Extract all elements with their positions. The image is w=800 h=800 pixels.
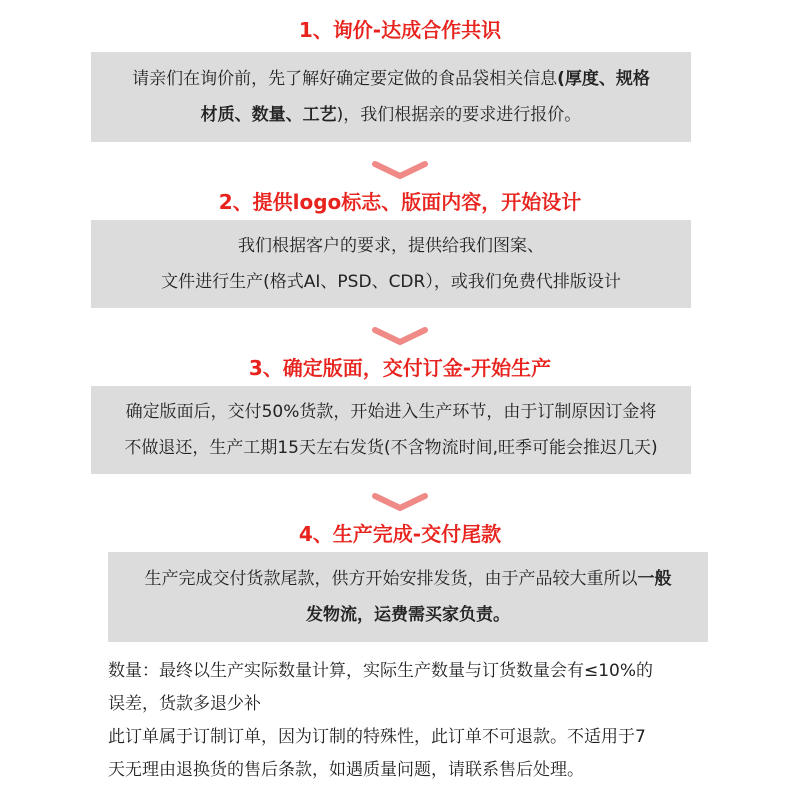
step-1-title: 1、询价-达成合作共识 [298,18,502,42]
notes-line: 天无理由退换货的售后条款，如遇质量问题，请联系售后处理。 [108,760,584,780]
step-4-line-1 [108,561,708,597]
notes-section [108,655,768,787]
step-2-description [91,220,691,308]
step-2-line-1: 我们根据客户的要求，提供给我们图案、 [238,236,544,256]
chevron-down-icon [371,160,429,180]
step-2-title: 2、提供logo标志、版面内容，开始设计 [218,190,582,214]
step-1-text: 请亲们在询价前，先了解好确定要定做的食品袋相关信息 [132,69,558,89]
step-1-bold-text: (厚度、规格 [557,69,650,89]
step-4-line-2: 发物流，运费需买家负责。 [306,605,510,625]
notes-line: 此订单属于订制订单，因为订制的特殊性，此订单不可退款。不适用于7 [108,727,646,747]
chevron-down-icon [371,492,429,512]
step-1-line-1 [91,61,691,97]
step-3-line-1: 确定版面后，交付50%货款，开始进入生产环节，由于订制原因订金将 [125,402,657,422]
step-4-text: 生产完成交付货款尾款，供方开始安排发货，由于产品较大重所以 [144,569,638,589]
step-4-description [108,552,708,642]
step-1-text: )，我们根据亲的要求进行报价。 [336,105,582,125]
notes-line: 数量：最终以生产实际数量计算，实际生产数量与订货数量会有≤10%的 [108,661,654,681]
step-2-line-2: 文件进行生产(格式AI、PSD、CDR），或我们免费代排版设计 [161,272,621,292]
step-3-line-2: 不做退还，生产工期15天左右发货(不含物流时间,旺季可能会推迟几天) [124,438,658,458]
step-1-description [91,52,691,142]
step-4-title: 4、生产完成-交付尾款 [298,522,502,546]
chevron-down-icon [371,326,429,346]
step-3-description [91,386,691,474]
step-4-bold-text: 一般 [637,569,672,589]
step-3-title: 3、确定版面，交付订金-开始生产 [248,356,552,380]
step-1-line-2 [91,97,691,133]
notes-line: 误差，货款多退少补 [108,694,261,714]
step-1-bold-text: 材质、数量、工艺 [200,105,337,125]
